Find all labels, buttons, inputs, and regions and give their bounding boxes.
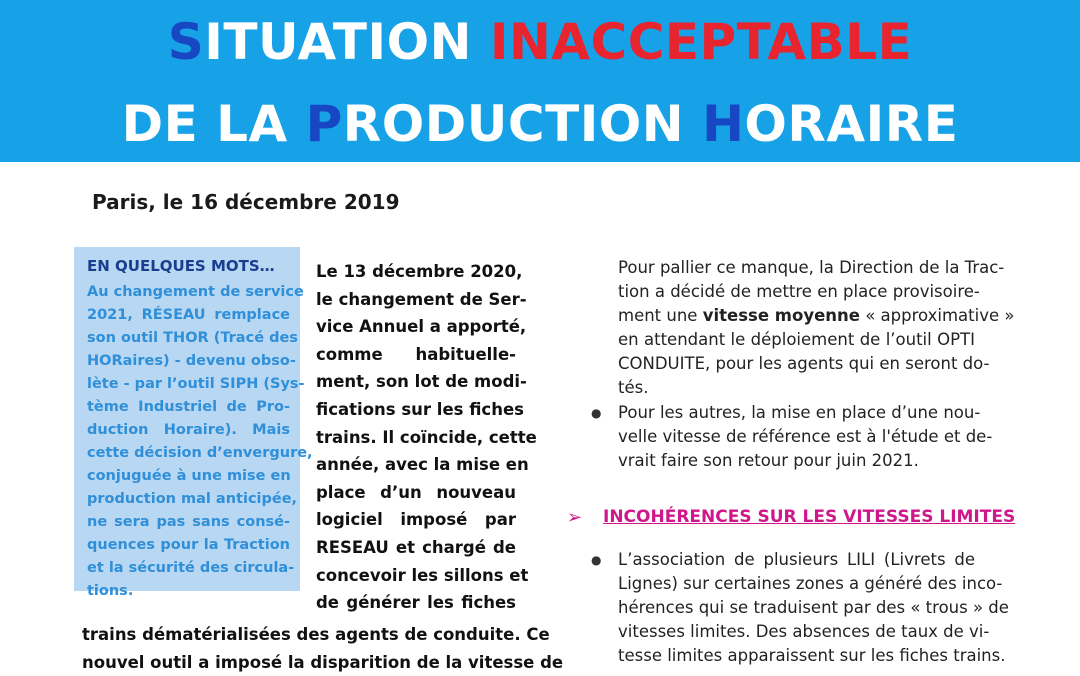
summary-box-line: duction Horaire). Mais [87,422,290,438]
title-segment: DE LA [121,95,306,153]
col2-line: vrait faire son retour pour juin 2021. [618,451,919,470]
col2-paragraph [585,401,993,473]
title-segment: I [489,13,509,71]
summary-box-line: ne sera pas sans consé- [87,514,290,530]
col2-line: vitesses limites. Des absences de taux de vi- [618,622,990,641]
summary-box [74,247,313,599]
title-segment: ITUATION [204,13,490,71]
title-segment: NACCEPTABLE [508,13,913,71]
summary-box-line: lète - par l’outil SIPH (Sys- [87,376,305,392]
article-line: ment, son lot de modi- [316,372,527,392]
col2-paragraph [585,256,1015,400]
article-line: fications sur les fiches [316,399,524,419]
article-line: logiciel imposé par [316,510,516,530]
section-title: INCOHÉRENCES SUR LES VITESSES LIMITES [603,507,1016,527]
article-line-full-width: nouvel outil a imposé la disparition de la vitesse de [82,653,564,672]
article-line-full-width: trains dématérialisées des agents de conduite. Ce [82,625,550,644]
col2-line: tesse limites apparaissent sur les fiches trains. [618,646,1006,665]
article-line: vice Annuel a apporté, [316,317,527,337]
title-line-1 [0,14,1080,70]
article-line: Le 13 décembre 2020, [316,262,523,281]
bullet-icon: ● [591,553,602,567]
article-line: trains. Il coïncide, cette [316,427,537,447]
article-line: concevoir les sillons et [316,565,529,585]
summary-box-line: conjuguée à une mise en [87,468,291,484]
summary-box-line: son outil THOR (Tracé des [87,330,298,346]
col2-line: Pour les autres, la mise en place d’une nou- [618,403,981,422]
article-line: de générer les fiches [316,593,516,613]
title-segment: H [702,95,745,153]
article-line: comme habituelle- [316,344,516,364]
col2-paragraph [585,548,1009,668]
summary-box-title: EN QUELQUES MOTS… [87,257,275,275]
article-line: année, avec la mise en [316,455,529,475]
title-segment: P [305,95,343,153]
summary-box-line: 2021, RÉSEAU remplace [87,307,290,323]
article-line: RESEAU et chargé de [316,537,516,557]
col2-line: hérences qui se traduisent par des « trous » de [618,598,1009,617]
col2-line: velle vitesse de référence est à l'étude et de- [618,427,993,446]
summary-box-line: et la sécurité des circula- [87,560,295,576]
article-line: place d’un nouveau [316,482,516,502]
summary-box-line: quences pour la Traction [87,537,290,553]
dateline: Paris, le 16 décembre 2019 [92,190,400,214]
col2-line: Lignes) sur certaines zones a généré des inco- [618,574,1003,593]
col2-line: CONDUITE, pour les agents qui en seront do- [618,354,990,373]
title-segment: ORAIRE [744,95,959,153]
article-line: le changement de Ser- [316,289,527,309]
col2-line: tés. [618,378,649,397]
title-segment: RODUCTION [342,95,703,153]
summary-box-line: production mal anticipée, [87,491,298,507]
arrow-bullet-icon: ➢ [567,507,583,528]
title-line-2 [0,96,1080,152]
col2-line: tion a décidé de mettre en place provisoire- [618,282,980,301]
summary-box-line: tème Industriel de Pro- [87,399,290,415]
summary-box-line: HORaires) - devenu obso- [87,353,296,369]
summary-box-line: cette décision d’envergure, [87,445,313,461]
bullet-icon: ● [591,406,602,420]
title-segment: S [167,13,205,71]
col2-line: ment une vitesse moyenne « approximative » [618,306,1015,325]
summary-box-line: tions. [87,583,134,599]
summary-box-line: Au changement de service [87,284,304,300]
col2-line: Pour pallier ce manque, la Direction de la Trac- [618,258,1005,277]
col2-line: en attendant le déploiement de l’outil OPTI [618,330,975,349]
article-column-1 [316,258,537,617]
col2-line: L’association de plusieurs LILI (Livrets de [618,550,975,569]
title-banner [0,0,1080,162]
